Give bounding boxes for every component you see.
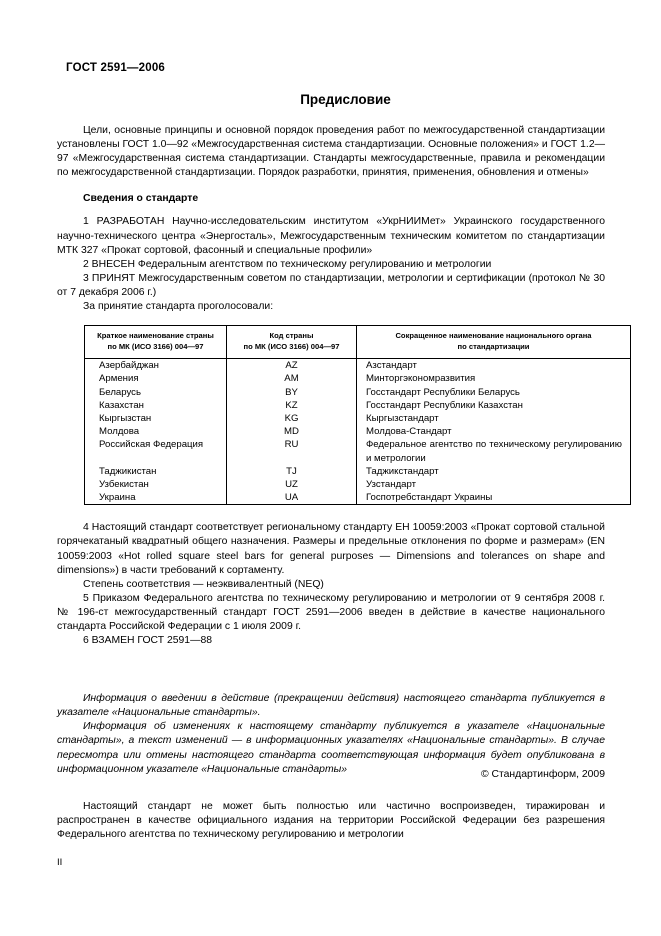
table-cell-country: Таджикистан	[99, 465, 157, 477]
spacer	[57, 206, 605, 215]
conformity-degree: Степень соответствия — неэквивалентный (NEQ)	[83, 578, 324, 590]
page-number: II	[57, 857, 63, 868]
note-publication-of-amendments: Информация об изменениях к настоящему стандарту публикуется в указателе «Национальные стандарты», а текст изменений — в информационных указателях «Национальные стандарты». В случае пересмотра или отмены настоящего стандарта соответствующая информация будет опубликована в информационном указателе «Национальные стандарты»	[57, 721, 605, 775]
main-text-column	[57, 124, 622, 777]
table-cell-code: KZ	[285, 399, 298, 411]
vote-table	[84, 325, 631, 505]
table-cell-country: Армения	[99, 373, 139, 385]
table-row	[85, 359, 631, 505]
table-cell-code: KG	[284, 412, 299, 424]
table-cell-body: Госстандарт Республики Казахстан	[366, 399, 523, 411]
table-cell-country: Казахстан	[99, 399, 144, 411]
section-heading-standard-info: Сведения о стандарте	[83, 193, 199, 205]
spacer	[57, 505, 605, 521]
spacer	[57, 648, 605, 664]
table-cell-country: Молдова	[99, 426, 140, 438]
reproduction-restriction-notice: Настоящий стандарт не может быть полностью или частично воспроизведен, тиражирован и распространен в качестве официального издания на территории Российской Федерации без разрешения Федерального агентства по техническому регулированию и метрологии	[57, 801, 605, 841]
table-cell-code: AZ	[285, 360, 298, 372]
closing-block	[57, 800, 605, 842]
clause-6-supersedes: 6 ВЗАМЕН ГОСТ 2591—88	[83, 635, 213, 647]
vote-lead-in: За принятие стандарта проголосовали:	[83, 301, 274, 313]
table-cell-code: UA	[284, 492, 299, 504]
table-cell-body: Минторгэкономразвития	[366, 373, 476, 385]
clause-2-submitted-by: 2 ВНЕСЕН Федеральным агентством по техническому регулированию и метрологии	[83, 258, 492, 270]
column-header-code	[227, 326, 357, 359]
vote-table-wrapper	[84, 325, 622, 505]
table-cell-body: Узстандарт	[366, 478, 417, 490]
table-cell-code: BY	[285, 386, 298, 398]
table-cell-body: Госпотребстандарт Украины	[366, 492, 493, 504]
table-cell-code: AM	[284, 373, 299, 385]
table-cell-country: Азербайджан	[99, 360, 159, 372]
running-head-standard-id: ГОСТ 2591—2006	[66, 62, 166, 74]
spacer	[57, 180, 605, 192]
table-cell-body: Азстандарт	[366, 360, 417, 372]
spacer	[57, 664, 605, 680]
column-header-body-line2: по стандартизации	[457, 341, 530, 351]
table-cell-country: Российская Федерация	[99, 439, 204, 451]
table-cell-code: MD	[284, 426, 299, 438]
table-cell-code: TJ	[286, 465, 297, 477]
page-title: Предисловие	[300, 92, 391, 107]
cell-body-list	[357, 359, 631, 505]
table-cell-body: Госстандарт Республики Беларусь	[366, 386, 520, 398]
table-header-row	[85, 326, 631, 359]
intro-paragraph: Цели, основные принципы и основной порядок проведения работ по межгосударственной стандартизации установлены ГОСТ 1.0—92 «Межгосударственная система стандартизации. Основные положения» и ГОСТ 1.2—97 «Межгосударственная система стандартизации. Стандарты межгосударственные, правила и рекомендации по межгосударственной стандартизации. Порядок разработки, принятия, применения, обновления и отмены»	[57, 125, 605, 179]
table-cell-country: Беларусь	[99, 386, 141, 398]
note-publication-of-enactment: Информация о введении в действие (прекращении действия) настоящего стандарта публикуется в указателе «Национальные стандарты».	[57, 693, 605, 719]
table-cell-body: Кыргызстандарт	[366, 412, 439, 424]
vote-table-body	[85, 359, 631, 505]
column-header-code-line2: по МК (ИСО 3166) 004—97	[243, 341, 340, 351]
clause-3-adopted-by: 3 ПРИНЯТ Межгосударственным советом по стандартизации, метрологии и сертификации (протокол № 30 от 7 декабря 2006 г.)	[57, 272, 605, 298]
column-header-code-line1: Код страны	[269, 331, 314, 341]
cell-code-list	[227, 359, 357, 505]
column-header-country-line1: Краткое наименование страны	[97, 331, 214, 341]
table-cell-code: UZ	[285, 478, 298, 490]
spacer	[57, 680, 605, 692]
table-cell-body: Молдова-Стандарт	[366, 426, 452, 438]
table-cell-country: Узбекистан	[99, 478, 149, 490]
table-cell-body: Федеральное агентство по техническому регулированию и метрологии	[366, 439, 622, 464]
table-cell-country: Украина	[99, 492, 136, 504]
column-header-body-line1: Сокращенное наименование национального органа	[395, 331, 592, 341]
table-cell-body: Таджикстандарт	[366, 465, 439, 477]
table-cell-country: Кыргызстан	[99, 412, 152, 424]
column-header-body	[357, 326, 631, 359]
column-header-country-line2: по МК (ИСО 3166) 004—97	[107, 341, 204, 351]
column-header-country	[85, 326, 227, 359]
cell-country-list	[85, 359, 227, 505]
table-cell-code: RU	[284, 439, 299, 451]
clause-1-developed-by: 1 РАЗРАБОТАН Научно-исследовательским институтом «УкрНИИМет» Украинского государственного научно-технического центра «Энергосталь», Межгосударственным техническим комитетом по стандартизации МТК 327 «Прокат сортовой, фасонный и специальные профили»	[57, 216, 605, 256]
vote-table-head	[85, 326, 631, 359]
clause-4-regional-conformity: 4 Настоящий стандарт соответствует региональному стандарту ЕН 10059:2003 «Прокат сортовой стальной горячекатаный квадратный общего назначения. Размеры и предельные отклонения по форме и размерам» (EN 10059:2003 «Hot rolled square steel bars for general purposes — Dimensions and tolerances on shape and dimensions») в части требований к сортаменту.	[57, 522, 605, 576]
clause-5-enacted-by-order: 5 Приказом Федерального агентства по техническому регулированию и метрологии от 9 сентября 2008 г. № 196-ст межгосударственный стандарт ГОСТ 2591—2006 введен в действие в качестве национального стандарта Российской Федерации с 1 июля 2009 г.	[57, 592, 605, 633]
copyright-line: © Стандартинформ, 2009	[480, 769, 605, 780]
